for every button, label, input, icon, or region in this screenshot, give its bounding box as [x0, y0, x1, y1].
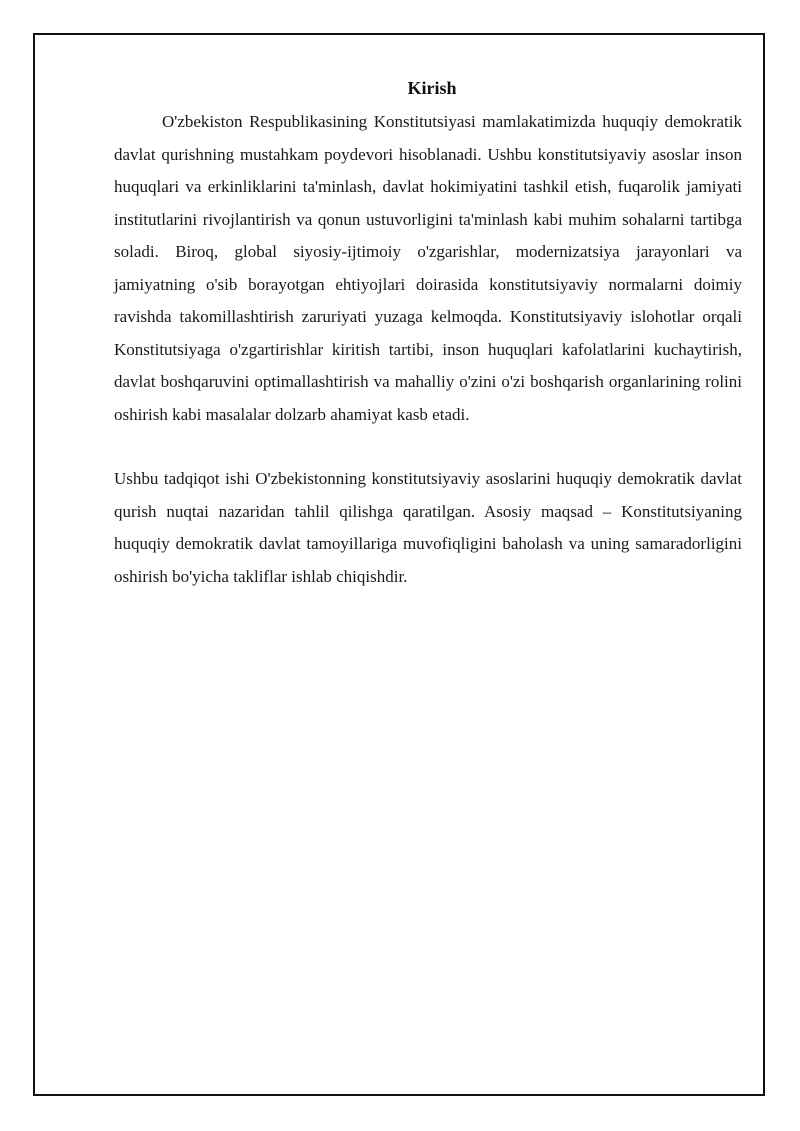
- paragraph-introduction: O'zbekiston Respublikasining Konstitutsiyasi mamlakatimizda huquqiy demokratik davlat qurishning mustahkam poydevori hisoblanadi. Ushbu konstitutsiyaviy asoslar inson huquqlari va erkinliklarini ta'minlash, davlat hokimiyatini tashkil etish, fuqarolik jamiyati institutlarini rivojlantirish va qonun ustuvorligini ta'minlash kabi muhim sohalarni tartibga soladi. Biroq, global siyosiy-ijtimoiy o'zgarishlar, modernizatsiya jarayonlari va jamiyatning o'sib borayotgan ehtiyojlari doirasida konstitutsiyaviy normalarni doimiy ravishda takomillashtirish zaruriyati yuzaga kelmoqda. Konstitutsiyaviy islohotlar orqali Konstitutsiyaga o'zgartirishlar kiritish tartibi, inson huquqlari kafolatlarini kuchaytirish, davlat boshqaruvini optimallashtirish va mahalliy o'zini o'zi boshqarish organlarining rolini oshirish kabi masalalar dolzarb ahamiyat kasb etadi.: [114, 112, 742, 424]
- document-title: Kirish: [407, 78, 457, 98]
- document-body: [114, 76, 742, 593]
- paragraph-research-aim: Ushbu tadqiqot ishi O'zbekistonning konstitutsiyaviy asoslarini huquqiy demokratik davlat qurish nuqtai nazaridan tahlil qilishga qaratilgan. Asosiy maqsad – Konstitutsiyaning huquqiy demokratik davlat tamoyillariga muvofiqligini baholash va uning samaradorligini oshirish bo'yicha takliflar ishlab chiqishdir.: [114, 469, 742, 586]
